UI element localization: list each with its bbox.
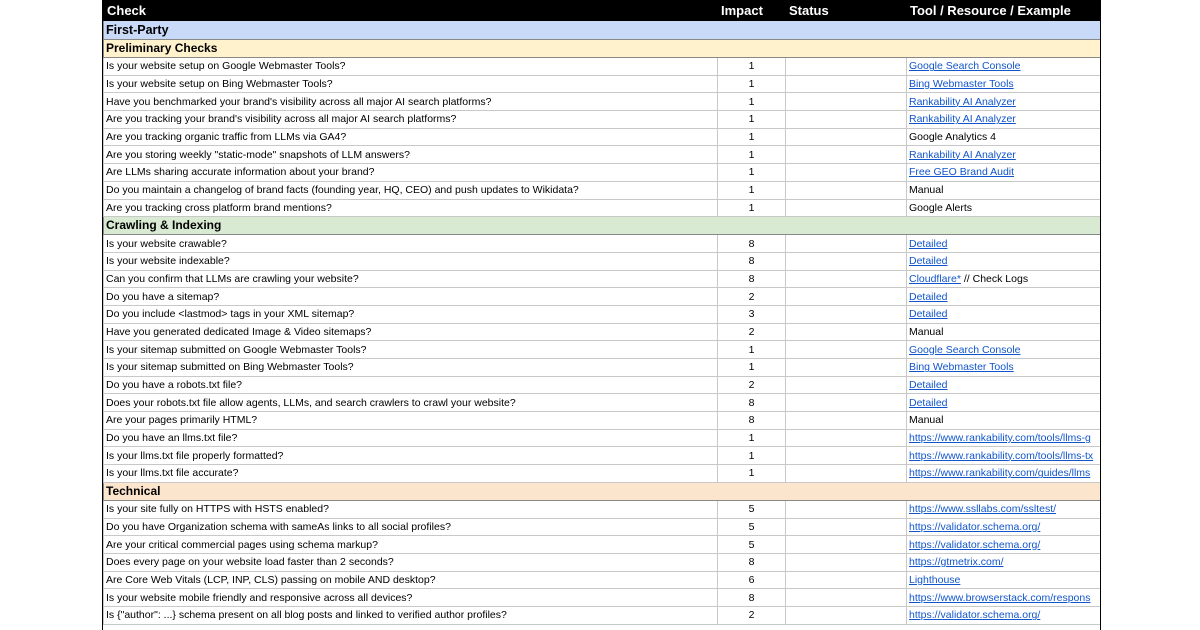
table-row bbox=[104, 270, 1101, 288]
check-cell[interactable]: Are you storing weekly "static-mode" snapshots of LLM answers? bbox=[104, 146, 718, 164]
tool-cell bbox=[907, 75, 1101, 93]
table-row bbox=[104, 58, 1101, 76]
check-cell[interactable]: Is your website crawable? bbox=[104, 235, 718, 253]
header-row bbox=[104, 1, 1101, 21]
status-cell[interactable] bbox=[786, 518, 907, 536]
impact-cell[interactable]: 5 bbox=[718, 536, 786, 554]
tool-cell bbox=[907, 606, 1101, 624]
tool-link[interactable]: https://validator.schema.org/ bbox=[909, 609, 1041, 622]
impact-cell[interactable]: 2 bbox=[718, 376, 786, 394]
impact-cell[interactable]: 5 bbox=[718, 500, 786, 518]
table-row bbox=[104, 376, 1101, 394]
check-cell[interactable]: Are your pages primarily HTML? bbox=[104, 412, 718, 430]
table-row bbox=[104, 305, 1101, 323]
impact-cell[interactable]: 1 bbox=[718, 181, 786, 199]
status-cell[interactable] bbox=[786, 571, 907, 589]
impact-cell[interactable]: 6 bbox=[718, 571, 786, 589]
tool-link[interactable]: https://www.ssllabs.com/ssltest/ bbox=[909, 503, 1057, 516]
table-row bbox=[104, 341, 1101, 359]
check-cell[interactable]: Do you have a robots.txt file? bbox=[104, 376, 718, 394]
tool-cell[interactable]: Google Alerts bbox=[907, 199, 1101, 217]
check-cell[interactable]: Are LLMs sharing accurate information about your brand? bbox=[104, 164, 718, 182]
tool-link[interactable]: https://validator.schema.org/ bbox=[909, 520, 1041, 533]
section-title[interactable]: Preliminary Checks bbox=[104, 40, 1101, 58]
impact-cell[interactable]: 2 bbox=[718, 288, 786, 306]
tool-cell bbox=[907, 305, 1101, 323]
tool-cell[interactable]: Manual bbox=[907, 323, 1101, 341]
status-cell[interactable] bbox=[786, 589, 907, 607]
status-cell[interactable] bbox=[786, 394, 907, 412]
table-row bbox=[104, 465, 1101, 483]
check-cell[interactable]: Have you generated dedicated Image & Video sitemaps? bbox=[104, 323, 718, 341]
header-check[interactable]: Check bbox=[104, 1, 718, 21]
check-cell[interactable]: Do you include <lastmod> tags in your XML sitemap? bbox=[104, 305, 718, 323]
tool-cell bbox=[907, 429, 1101, 447]
tool-link[interactable]: Lighthouse bbox=[909, 573, 961, 586]
impact-cell[interactable]: 1 bbox=[718, 146, 786, 164]
spreadsheet bbox=[102, 0, 1101, 630]
impact-cell[interactable]: 1 bbox=[718, 341, 786, 359]
impact-cell[interactable]: 8 bbox=[718, 252, 786, 270]
status-cell[interactable] bbox=[786, 606, 907, 624]
table-row bbox=[104, 571, 1101, 589]
tool-link[interactable]: Rankability AI Analyzer bbox=[909, 148, 1016, 161]
status-cell[interactable] bbox=[786, 128, 907, 146]
status-cell[interactable] bbox=[786, 58, 907, 76]
impact-cell[interactable]: 1 bbox=[718, 58, 786, 76]
header-impact[interactable]: Impact bbox=[718, 1, 786, 21]
status-cell[interactable] bbox=[786, 252, 907, 270]
tool-cell bbox=[907, 111, 1101, 129]
table-row bbox=[104, 252, 1101, 270]
tool-link[interactable]: Detailed bbox=[909, 290, 948, 303]
tool-cell bbox=[907, 553, 1101, 571]
status-cell[interactable] bbox=[786, 553, 907, 571]
impact-cell[interactable]: 1 bbox=[718, 199, 786, 217]
section-title[interactable]: Crawling & Indexing bbox=[104, 217, 1101, 235]
tool-link[interactable]: Google Search Console bbox=[909, 60, 1021, 73]
status-cell[interactable] bbox=[786, 429, 907, 447]
group-title[interactable]: First-Party bbox=[104, 21, 1101, 40]
tool-cell bbox=[907, 447, 1101, 465]
section-title[interactable]: Technical bbox=[104, 482, 1101, 500]
tool-link[interactable]: https://validator.schema.org/ bbox=[909, 538, 1041, 551]
table-row bbox=[104, 394, 1101, 412]
impact-cell[interactable]: 2 bbox=[718, 606, 786, 624]
status-cell[interactable] bbox=[786, 199, 907, 217]
table-row bbox=[104, 536, 1101, 554]
impact-cell[interactable]: 1 bbox=[718, 75, 786, 93]
impact-cell[interactable]: 1 bbox=[718, 164, 786, 182]
status-cell[interactable] bbox=[786, 305, 907, 323]
tool-cell bbox=[907, 589, 1101, 607]
table-row bbox=[104, 412, 1101, 430]
impact-cell[interactable]: 1 bbox=[718, 447, 786, 465]
status-cell[interactable] bbox=[786, 323, 907, 341]
check-cell[interactable]: Do you have an llms.txt file? bbox=[104, 429, 718, 447]
tool-cell bbox=[907, 359, 1101, 377]
table-row bbox=[104, 606, 1101, 624]
status-cell[interactable] bbox=[786, 465, 907, 483]
tool-cell[interactable]: Google Analytics 4 bbox=[907, 128, 1101, 146]
status-cell[interactable] bbox=[786, 164, 907, 182]
tool-link[interactable]: https://www.rankability.com/tools/llms-g bbox=[909, 432, 1091, 445]
tool-link[interactable]: Detailed bbox=[909, 237, 948, 250]
check-cell[interactable]: Are you tracking organic traffic from LLMs via GA4? bbox=[104, 128, 718, 146]
check-cell[interactable]: Do you have a sitemap? bbox=[104, 288, 718, 306]
section-row bbox=[104, 482, 1101, 500]
tool-link[interactable]: Bing Webmaster Tools bbox=[909, 78, 1014, 91]
check-cell[interactable]: Is your sitemap submitted on Bing Webmaster Tools? bbox=[104, 359, 718, 377]
header-tool[interactable]: Tool / Resource / Example bbox=[907, 1, 1101, 21]
tool-cell bbox=[907, 146, 1101, 164]
table-row bbox=[104, 235, 1101, 253]
tool-cell bbox=[907, 500, 1101, 518]
check-cell[interactable]: Do you have Organization schema with sameAs links to all social profiles? bbox=[104, 518, 718, 536]
impact-cell[interactable]: 2 bbox=[718, 323, 786, 341]
impact-cell[interactable]: 1 bbox=[718, 93, 786, 111]
check-cell[interactable]: Does your robots.txt file allow agents, LLMs, and search crawlers to crawl your website? bbox=[104, 394, 718, 412]
impact-cell[interactable]: 1 bbox=[718, 429, 786, 447]
table-row bbox=[104, 146, 1101, 164]
check-cell[interactable]: Are you tracking cross platform brand mentions? bbox=[104, 199, 718, 217]
tool-cell[interactable]: Manual bbox=[907, 412, 1101, 430]
check-cell[interactable]: Is your website setup on Bing Webmaster Tools? bbox=[104, 75, 718, 93]
status-cell[interactable] bbox=[786, 93, 907, 111]
tool-link[interactable]: https://www.rankability.com/tools/llms-tx bbox=[909, 449, 1094, 462]
table-row bbox=[104, 181, 1101, 199]
table-row bbox=[104, 553, 1101, 571]
tool-link[interactable]: Detailed bbox=[909, 396, 948, 409]
impact-cell[interactable]: 8 bbox=[718, 235, 786, 253]
tool-link[interactable]: Detailed bbox=[909, 379, 948, 392]
check-cell[interactable]: Is your sitemap submitted on Google Webmaster Tools? bbox=[104, 341, 718, 359]
status-cell[interactable] bbox=[786, 536, 907, 554]
status-cell[interactable] bbox=[786, 412, 907, 430]
impact-cell[interactable]: 1 bbox=[718, 359, 786, 377]
tool-cell bbox=[907, 93, 1101, 111]
impact-cell[interactable]: 8 bbox=[718, 589, 786, 607]
impact-cell[interactable]: 8 bbox=[718, 270, 786, 288]
status-cell[interactable] bbox=[786, 359, 907, 377]
status-cell[interactable] bbox=[786, 288, 907, 306]
table-row bbox=[104, 93, 1101, 111]
check-cell[interactable]: Have you benchmarked your brand's visibility across all major AI search platforms? bbox=[104, 93, 718, 111]
impact-cell[interactable]: 3 bbox=[718, 305, 786, 323]
table-row bbox=[104, 288, 1101, 306]
check-cell[interactable]: Can you confirm that LLMs are crawling your website? bbox=[104, 270, 718, 288]
tool-link[interactable]: Cloudflare* bbox=[909, 272, 961, 285]
check-cell[interactable]: Is your llms.txt file accurate? bbox=[104, 465, 718, 483]
status-cell[interactable] bbox=[786, 447, 907, 465]
tool-cell bbox=[907, 394, 1101, 412]
impact-cell[interactable]: 1 bbox=[718, 111, 786, 129]
status-cell[interactable] bbox=[786, 500, 907, 518]
status-cell[interactable] bbox=[786, 376, 907, 394]
check-cell[interactable]: Does every page on your website load faster than 2 seconds? bbox=[104, 553, 718, 571]
check-cell[interactable]: Are Core Web Vitals (LCP, INP, CLS) passing on mobile AND desktop? bbox=[104, 571, 718, 589]
status-cell[interactable] bbox=[786, 341, 907, 359]
header-status[interactable]: Status bbox=[786, 1, 907, 21]
tool-cell bbox=[907, 571, 1101, 589]
tool-cell bbox=[907, 252, 1101, 270]
check-cell[interactable]: Is your llms.txt file properly formatted? bbox=[104, 447, 718, 465]
tool-link[interactable]: https://www.rankability.com/guides/llms bbox=[909, 467, 1091, 480]
status-cell[interactable] bbox=[786, 235, 907, 253]
tool-cell bbox=[907, 341, 1101, 359]
table-row bbox=[104, 359, 1101, 377]
tool-link[interactable]: https://gtmetrix.com/ bbox=[909, 556, 1004, 569]
impact-cell[interactable]: 8 bbox=[718, 412, 786, 430]
check-cell[interactable]: Is your site fully on HTTPS with HSTS enabled? bbox=[104, 500, 718, 518]
check-cell[interactable]: Are you tracking your brand's visibility across all major AI search platforms? bbox=[104, 111, 718, 129]
table-row bbox=[104, 128, 1101, 146]
tool-suffix: // Check Logs bbox=[960, 272, 1029, 285]
tool-link[interactable]: Free GEO Brand Audit bbox=[909, 166, 1015, 179]
tool-cell bbox=[907, 376, 1101, 394]
impact-cell[interactable]: 1 bbox=[718, 465, 786, 483]
section-row bbox=[104, 217, 1101, 235]
table-row bbox=[104, 518, 1101, 536]
tool-cell bbox=[907, 288, 1101, 306]
tool-cell[interactable]: Manual bbox=[907, 181, 1101, 199]
table-row bbox=[104, 75, 1101, 93]
impact-cell[interactable]: 8 bbox=[718, 553, 786, 571]
impact-cell[interactable]: 1 bbox=[718, 128, 786, 146]
tool-cell bbox=[907, 536, 1101, 554]
impact-cell[interactable]: 5 bbox=[718, 518, 786, 536]
check-cell[interactable]: Do you maintain a changelog of brand facts (founding year, HQ, CEO) and push updates to Wikidata? bbox=[104, 181, 718, 199]
table-row bbox=[104, 199, 1101, 217]
impact-cell[interactable]: 8 bbox=[718, 394, 786, 412]
check-cell[interactable]: Are your critical commercial pages using schema markup? bbox=[104, 536, 718, 554]
check-cell[interactable]: Is your website mobile friendly and responsive across all devices? bbox=[104, 589, 718, 607]
tool-link[interactable]: Detailed bbox=[909, 255, 948, 268]
status-cell[interactable] bbox=[786, 146, 907, 164]
tool-link[interactable]: Bing Webmaster Tools bbox=[909, 361, 1014, 374]
group-row-first-party bbox=[104, 21, 1101, 40]
tool-link[interactable]: Rankability AI Analyzer bbox=[909, 113, 1016, 126]
tool-cell bbox=[907, 164, 1101, 182]
check-cell[interactable]: Is your website indexable? bbox=[104, 252, 718, 270]
tool-cell bbox=[907, 465, 1101, 483]
tool-link[interactable]: Google Search Console bbox=[909, 343, 1021, 356]
tool-cell bbox=[907, 58, 1101, 76]
table-row bbox=[104, 323, 1101, 341]
table-row bbox=[104, 164, 1101, 182]
check-cell[interactable]: Is {"author": ...} schema present on all blog posts and linked to verified author profiles? bbox=[104, 606, 718, 624]
status-cell[interactable] bbox=[786, 111, 907, 129]
check-cell[interactable]: Is your website setup on Google Webmaster Tools? bbox=[104, 58, 718, 76]
status-cell[interactable] bbox=[786, 181, 907, 199]
tool-link[interactable]: https://www.browserstack.com/respons bbox=[909, 591, 1091, 604]
status-cell[interactable] bbox=[786, 270, 907, 288]
table-row bbox=[104, 447, 1101, 465]
tool-link[interactable]: Rankability AI Analyzer bbox=[909, 95, 1016, 108]
section-row bbox=[104, 40, 1101, 58]
table-body bbox=[104, 21, 1101, 625]
tool-link[interactable]: Detailed bbox=[909, 308, 948, 321]
table-row bbox=[104, 111, 1101, 129]
table-row bbox=[104, 500, 1101, 518]
tool-cell bbox=[907, 518, 1101, 536]
tool-cell bbox=[907, 270, 1101, 288]
checklist-table bbox=[103, 0, 1101, 625]
tool-cell bbox=[907, 235, 1101, 253]
status-cell[interactable] bbox=[786, 75, 907, 93]
table-row bbox=[104, 429, 1101, 447]
table-row bbox=[104, 589, 1101, 607]
